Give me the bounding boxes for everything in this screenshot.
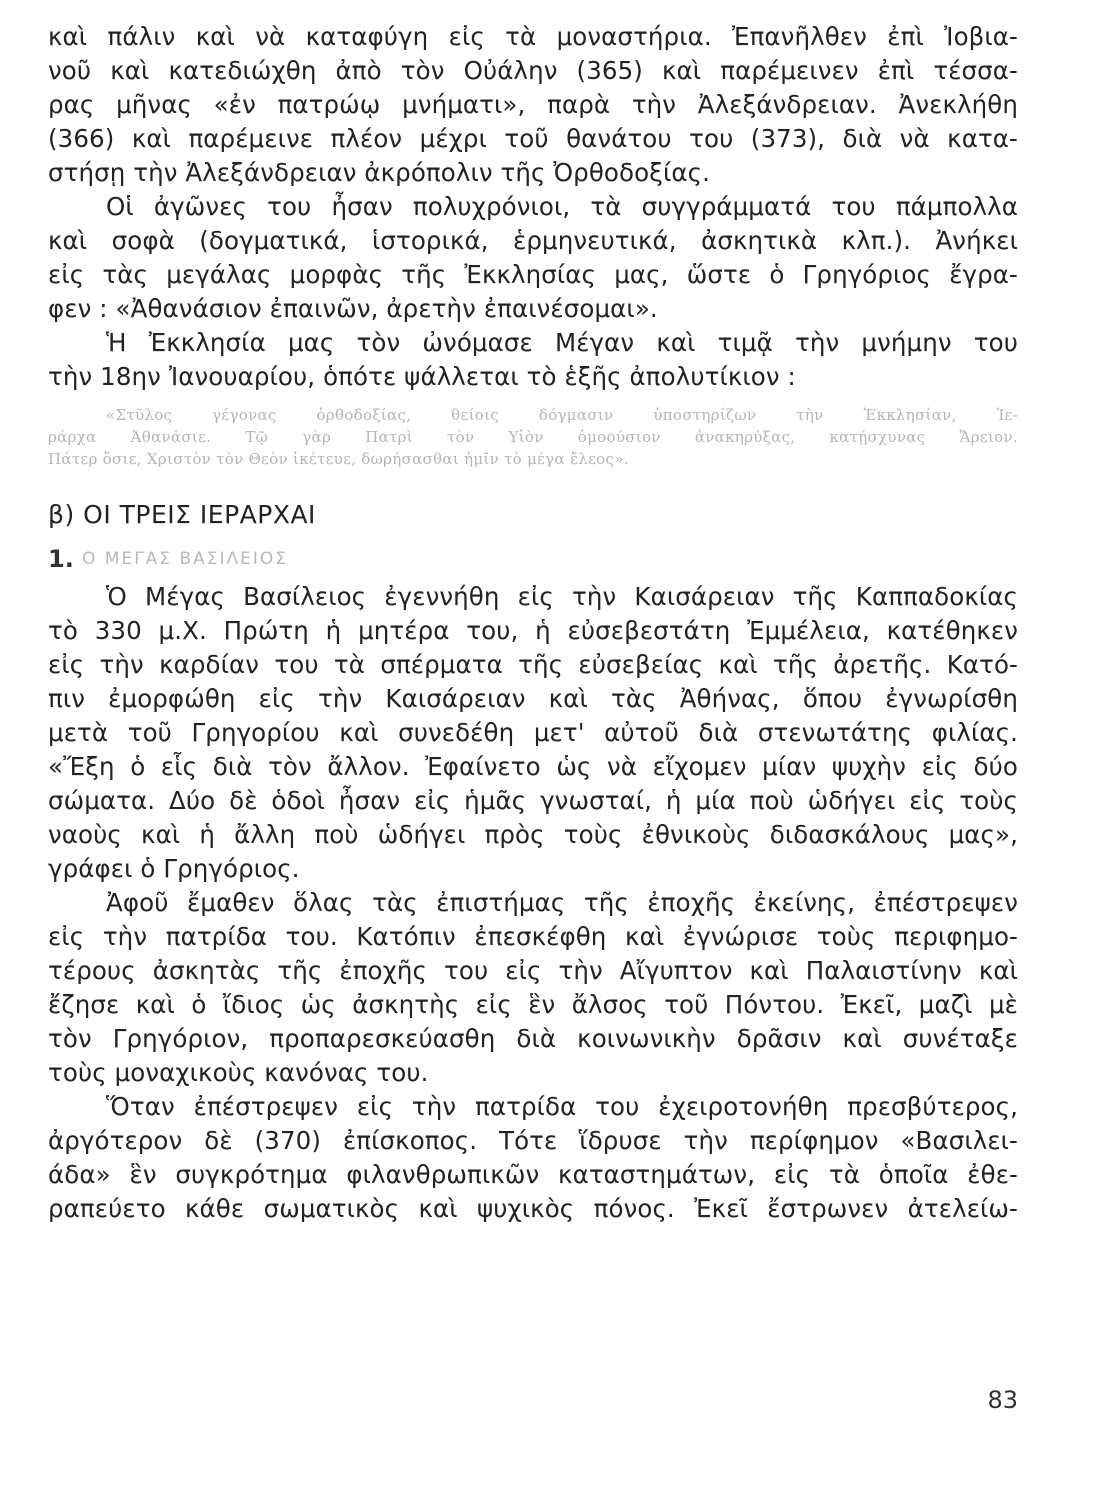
apolytikion-quote [48,404,1018,470]
subsection-heading [48,544,1018,574]
text-line: εἰς τὴν καρδίαν του τὰ σπέρματα τῆς εὐσεβείας καὶ τῆς ἀρετῆς. Κατό- [48,650,1018,679]
text-line: ἀργότερον δὲ (370) ἐπίσκοπος. Τότε ἵδρυσε τὴν περίφημον «Βασιλει- [48,1126,1018,1155]
text-line: σώματα. Δύο δὲ ὁδοὶ ἦσαν εἰς ἡμᾶς γνωσταί, ἡ μία ποὺ ὡδήγει εἰς τοὺς [48,786,1018,815]
quote-line: ράρχα Ἀθανάσιε. Τῷ γὰρ Πατρὶ τὸν Υἱὸν ὁμοούσιον ἀνακηρύξας, κατῄσχυνας Ἄρειον. [48,428,1018,446]
text-line: εἰς τὰς μεγάλας μορφὰς τῆς Ἐκκλησίας μας, ὥστε ὁ Γρηγόριος ἔγρα- [48,260,1018,289]
text-line: στήσῃ τὴν Ἀλεξάνδρειαν ἀκρόπολιν τῆς Ὀρθοδοξίας. [48,158,710,187]
text-line: Ὅταν ἐπέστρεψεν εἰς τὴν πατρίδα του ἐχειροτονήθη πρεσβύτερος, [106,1092,1018,1121]
book-page [48,20,1018,1480]
text-line: Ἡ Ἐκκλησία μας τὸν ὠνόμασε Μέγαν καὶ τιμᾷ τὴν μνήμην του [106,328,1018,357]
subsection-number: 1. [48,545,74,573]
text-line: ναοὺς καὶ ἡ ἄλλη ποὺ ὡδήγει πρὸς τοὺς ἐθνικοὺς διδασκάλους μας», [48,820,1018,849]
section-heading: β) ΟΙ ΤΡΕΙΣ ΙΕΡΑΡΧΑΙ [48,500,316,529]
text-line: ραπεύετο κάθε σωματικὸς καὶ ψυχικὸς πόνος. Ἐκεῖ ἔστρωνεν ἀτελείω- [48,1194,1018,1223]
text-line: άδα» ἓν συγκρότημα φιλανθρωπικῶν καταστημάτων, εἰς τὰ ὁποῖα ἐθε- [48,1160,1018,1189]
basil-birth-paragraph [48,580,1018,886]
text-line: Ὁ Μέγας Βασίλειος ἐγεννήθη εἰς τὴν Καισάρειαν τῆς Καππαδοκίας [106,582,1018,611]
text-line: τὴν 18ην Ἰανουαρίου, ὁπότε ψάλλεται τὸ ἑξῆς ἀπολυτίκιον : [48,362,796,391]
text-line: (366) καὶ παρέμεινε πλέον μέχρι τοῦ θανάτου του (373), διὰ νὰ κατα- [48,124,1018,153]
text-line: εἰς τὴν πατρίδα του. Κατόπιν ἐπεσκέφθη καὶ ἐγνώρισε τοὺς περιφημο- [48,922,1018,951]
text-line: Οἱ ἀγῶνες του ἦσαν πολυχρόνιοι, τὰ συγγράμματά του πάμπολλα [106,192,1018,221]
text-line: μετὰ τοῦ Γρηγορίου καὶ συνεδέθη μετ' αὐτοῦ διὰ στενωτάτης φιλίας. [48,718,1018,747]
works-paragraph [48,190,1018,326]
feast-paragraph [48,326,1018,394]
text-line: τέρους ἀσκητὰς τῆς ἐποχῆς του εἰς τὴν Αἴγυπτον καὶ Παλαιστίνην καὶ [48,956,1018,985]
basil-bishop-paragraph [48,1090,1018,1226]
basil-ascetic-paragraph [48,886,1018,1090]
text-line: ρας μῆνας «ἐν πατρώῳ μνήματι», παρὰ τὴν Ἀλεξάνδρειαν. Ἀνεκλήθη [48,90,1018,119]
text-line: γράφει ὁ Γρηγόριος. [48,854,300,883]
intro-paragraph [48,20,1018,190]
page-number: 83 [987,1386,1018,1414]
text-line: καὶ πάλιν καὶ νὰ καταφύγη εἰς τὰ μοναστήρια. Ἐπανῆλθεν ἐπὶ Ἰοβια- [48,22,1018,51]
text-line: τὸν Γρηγόριον, προπαρεσκεύασθη διὰ κοινωνικὴν δρᾶσιν καὶ συνέταξε [48,1024,1018,1053]
text-line: «Ἔξη ὁ εἷς διὰ τὸν ἄλλον. Ἐφαίνετο ὡς νὰ εἴχομεν μίαν ψυχὴν εἰς δύο [48,752,1018,781]
text-line: τὸ 330 μ.Χ. Πρώτη ἡ μητέρα του, ἡ εὐσεβεστάτη Ἐμμέλεια, κατέθηκεν [48,616,1018,645]
quote-line: «Στῦλος γέγονας ὀρθοδοξίας, θείοις δόγμασιν ὑποστηρίζων τὴν Ἐκκλησίαν, Ἱε- [106,406,1018,424]
text-line: ἔζησε καὶ ὁ ἴδιος ὡς ἀσκητὴς εἰς ἓν ἄλσος τοῦ Πόντου. Ἐκεῖ, μαζὶ μὲ [48,990,1018,1019]
text-line: φεν : «Ἀθανάσιον ἐπαινῶν, ἀρετὴν ἐπαινέσομαι». [48,294,658,323]
text-line: νοῦ καὶ κατεδιώχθη ἀπὸ τὸν Οὐάλην (365) καὶ παρέμεινεν ἐπὶ τέσσα- [48,56,1018,85]
text-line: καὶ σοφὰ (δογματικά, ἱστορικά, ἑρμηνευτικά, ἀσκητικὰ κλπ.). Ἀνήκει [48,226,1018,255]
text-line: πιν ἐμορφώθη εἰς τὴν Καισάρειαν καὶ τὰς Ἀθήνας, ὅπου ἐγνωρίσθη [48,684,1018,713]
text-line: Ἀφοῦ ἔμαθεν ὅλας τὰς ἐπιστήμας τῆς ἐποχῆς ἐκείνης, ἐπέστρεψεν [106,888,1018,917]
text-line: τοὺς μοναχικοὺς κανόνας του. [48,1058,429,1087]
subsection-title: Ο ΜΕΓΑΣ ΒΑΣΙΛΕΙΟΣ [82,549,288,569]
quote-line: Πάτερ ὅσιε, Χριστὸν τὸν Θεὸν ἱκέτευε, δωρήσασθαι ἡμῖν τὸ μέγα ἔλεος». [48,450,629,468]
